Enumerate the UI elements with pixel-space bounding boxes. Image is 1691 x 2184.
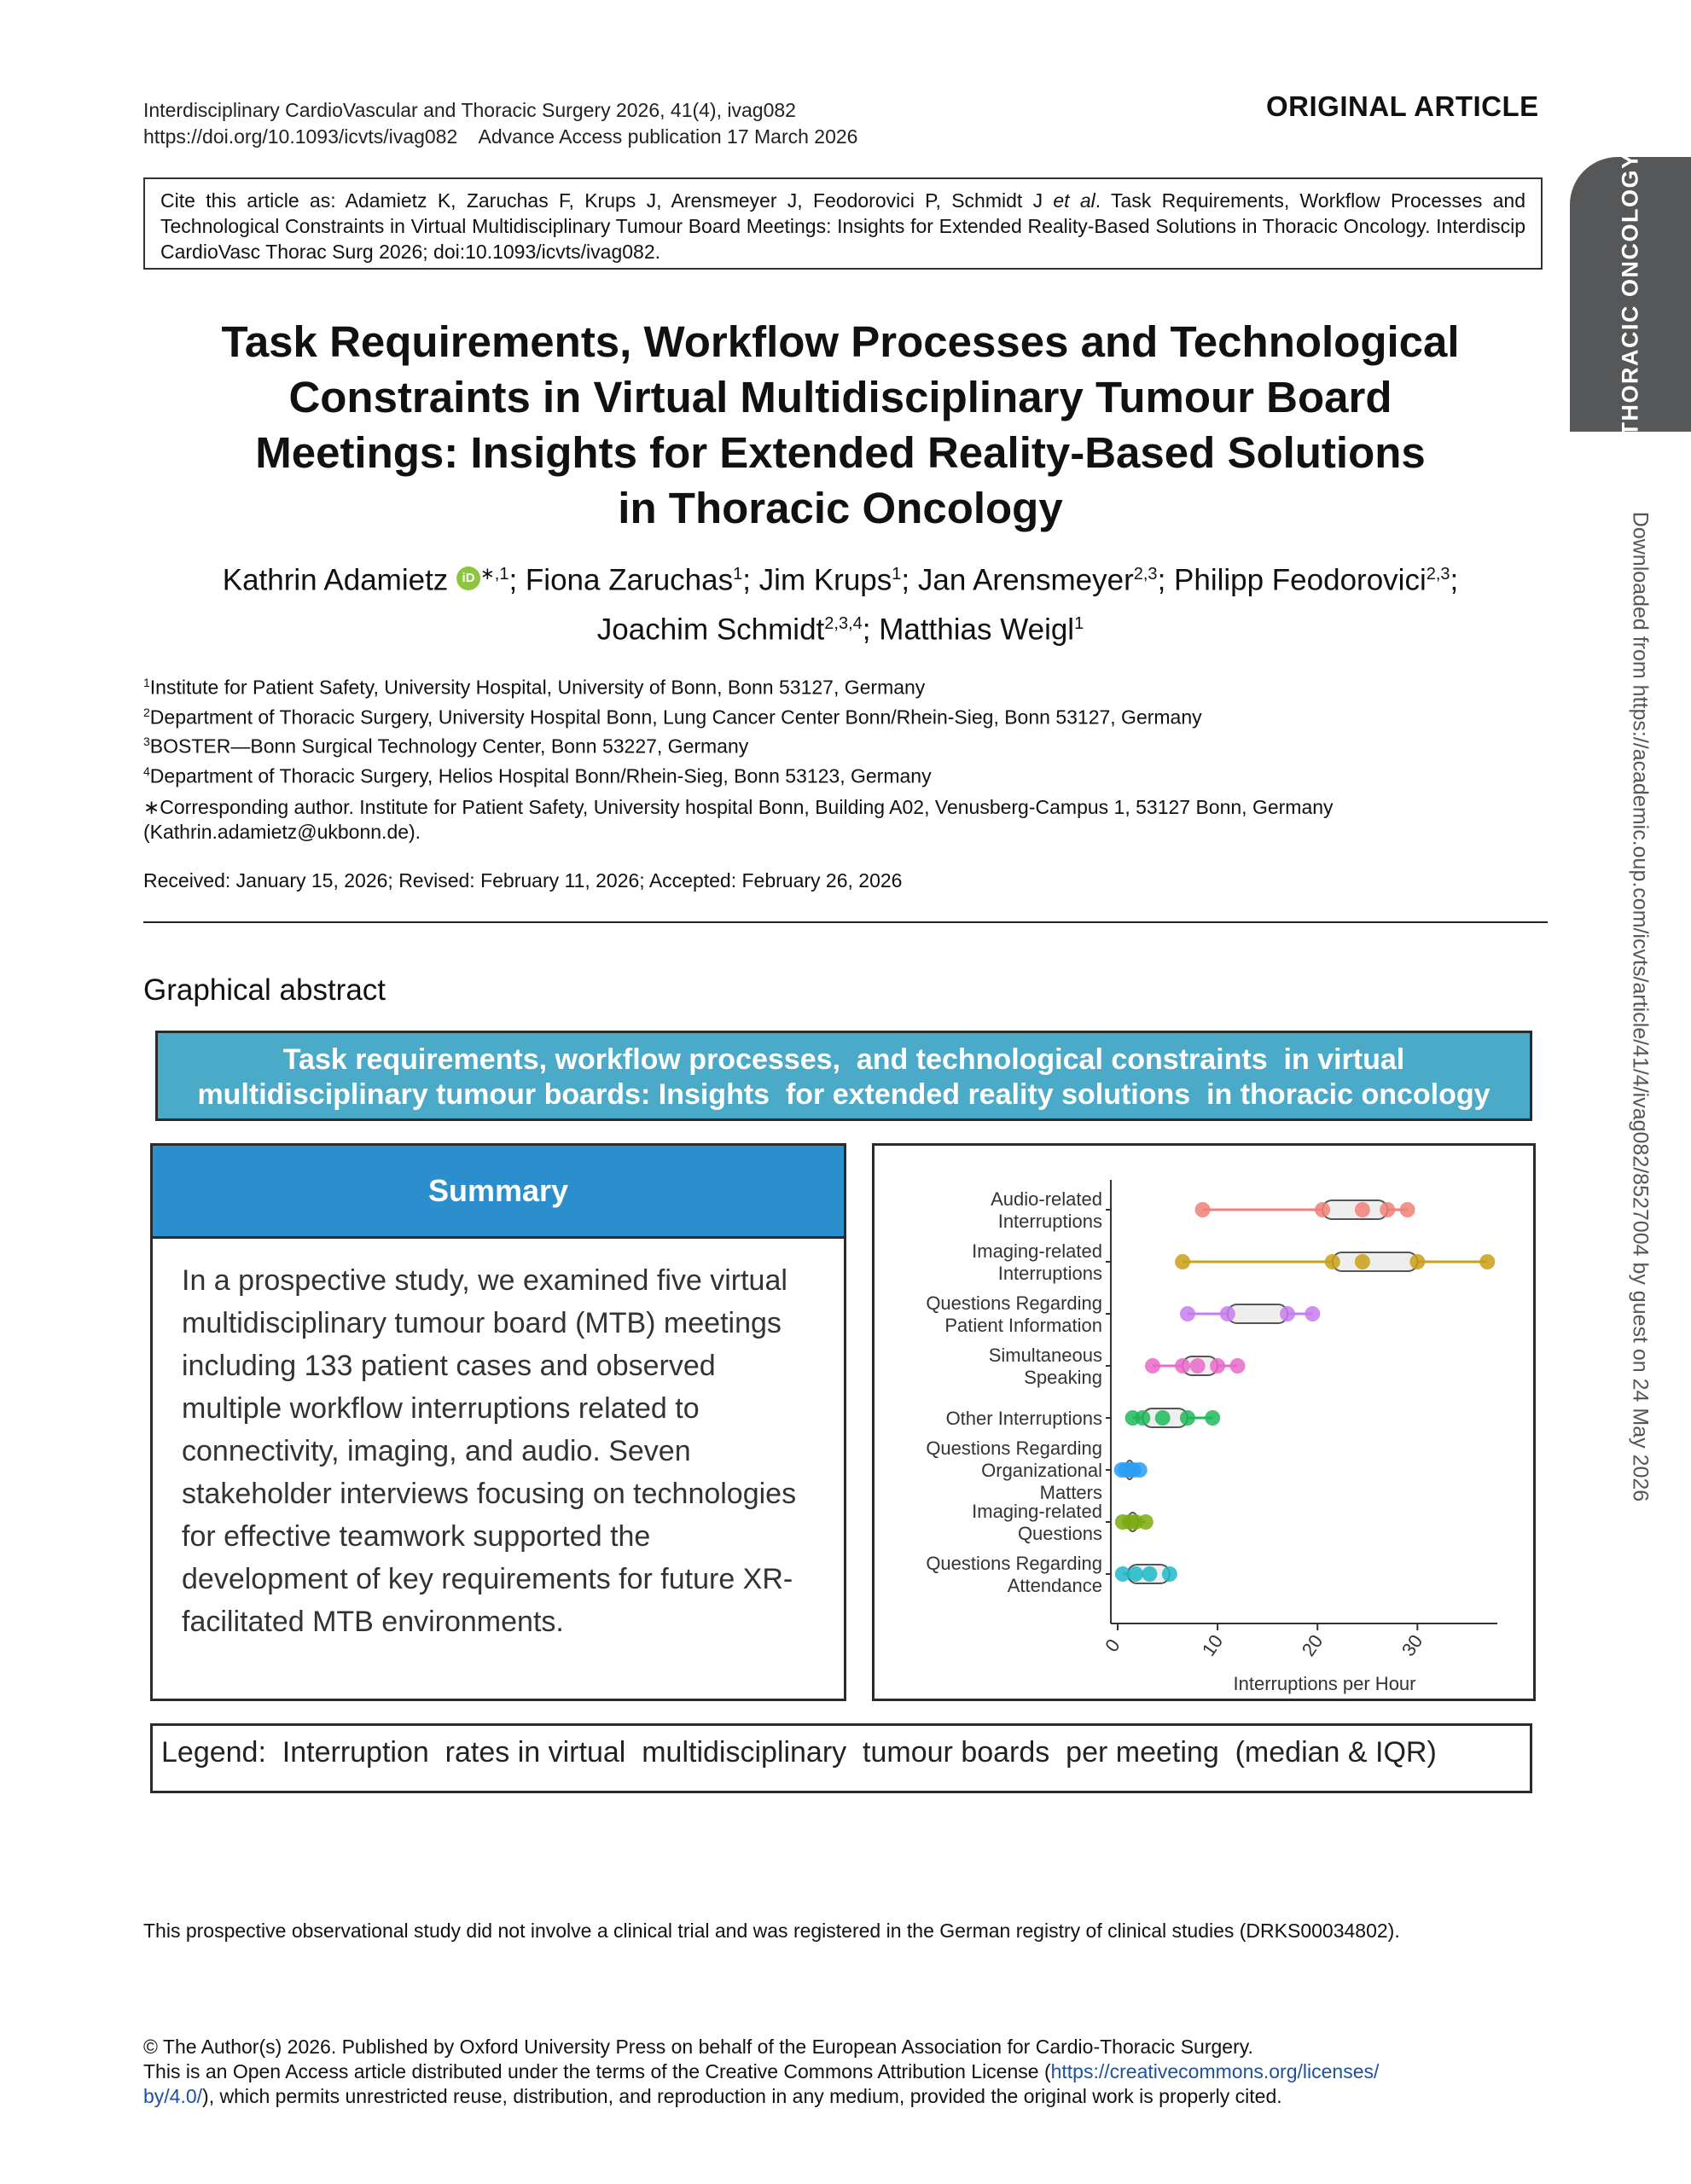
affiliation: $^2$Department of Thoracic Surgery, University Hospital Bonn, Lung Cancer Center Bonn/Rhein-Sieg, Bonn 53127, Germany: [143, 705, 1202, 729]
banner-line: multidisciplinary tumour boards: Insights for extended reality solutions in thoracic oncology: [197, 1078, 1491, 1111]
copyright-line: ), which permits unrestricted reuse, distribution, and reproduction in any medium, provided the original work is properly cited.: [202, 2085, 1282, 2107]
trial-registration-note: This prospective observational study did not involve a clinical trial and was registered in the German registry of clinical studies (DRKS00034802).: [143, 1920, 1400, 1942]
y-category-label: Organizational: [981, 1460, 1102, 1481]
data-point: [1162, 1566, 1177, 1582]
author-name[interactable]: ; Fiona Zaruchas: [508, 563, 734, 597]
journal-citation-line: Interdisciplinary CardioVascular and Thoracic Surgery 2026, 41(4), ivag082: [143, 99, 796, 121]
y-category-label: Audio-related: [991, 1188, 1102, 1210]
data-point: [1175, 1358, 1190, 1374]
data-point: [1230, 1358, 1246, 1374]
license-link[interactable]: https://creativecommons.org/licenses/: [1050, 2060, 1380, 2082]
y-category-label: Questions Regarding: [926, 1292, 1102, 1314]
citation-box: [143, 177, 1543, 270]
data-point: [1195, 1202, 1211, 1217]
section-tab: [1570, 152, 1691, 437]
citation-etal: et al: [1053, 189, 1095, 212]
interruption-chart-panel: [872, 1143, 1536, 1701]
author-affil-sup: 1: [892, 565, 902, 584]
data-point: [1135, 1410, 1150, 1426]
x-axis-label: Interruptions per Hour: [1233, 1673, 1416, 1694]
author-affil-sup: 2,3: [1133, 565, 1158, 584]
data-point: [1155, 1410, 1171, 1426]
download-watermark: Downloaded from https://academic.oup.com/icvts/article/41/4/ivag082/8527004 by guest on 24 May 2026: [1628, 511, 1653, 1502]
data-point: [1180, 1410, 1195, 1426]
y-category-label: Questions Regarding: [926, 1553, 1102, 1574]
data-point: [1325, 1254, 1340, 1269]
corresponding-line: ∗Corresponding author. Institute for Patient Safety, University hospital Bonn, Building A02, Venusberg-Campus 1, 53127 Bonn, Germany: [143, 796, 1334, 818]
x-tick-label: 30: [1397, 1630, 1427, 1660]
x-tick-label: 0: [1101, 1635, 1124, 1656]
corresponding-author: [143, 795, 1334, 845]
author-name[interactable]: ; Matthias Weigl: [862, 613, 1075, 647]
figure-legend: [150, 1723, 1532, 1793]
orcid-icon[interactable]: iD: [456, 566, 480, 590]
data-point: [1180, 1306, 1195, 1321]
author-affil-sup: 2,3: [1426, 565, 1450, 584]
data-point: [1145, 1358, 1160, 1374]
summary-text: In a prospective study, we examined five virtual multidisciplinary tumour board (MTB) meetings including 133 patient cases and observed multiple workflow interruptions related to connectivity, imaging, and audio. Seven stakeholder interviews focusing on technologies for effective teamwork supported the development of key requirements for future XR-facilitated MTB environments.: [182, 1264, 797, 1638]
y-category-label: Simultaneous: [988, 1345, 1102, 1366]
graphical-abstract-heading: Graphical abstract: [143, 973, 386, 1007]
data-point: [1132, 1462, 1148, 1478]
data-point: [1128, 1566, 1143, 1582]
author-affil-sup: 1: [733, 565, 743, 584]
data-point: [1138, 1514, 1153, 1530]
banner-line: Task requirements, workflow processes, and technological constraints in virtual: [282, 1043, 1405, 1076]
data-point: [1479, 1254, 1495, 1269]
data-point: [1190, 1358, 1206, 1374]
graphical-abstract-banner: [155, 1031, 1532, 1121]
y-category-label: Questions: [1017, 1523, 1102, 1544]
corresponding-email[interactable]: (Kathrin.adamietz@ukbonn.de).: [143, 821, 421, 843]
y-category-label: Speaking: [1024, 1367, 1102, 1388]
affiliation: $^1$Institute for Patient Safety, University Hospital, University of Bonn, Bonn 53127, Germany: [143, 676, 926, 699]
y-category-label: Questions Regarding: [926, 1438, 1102, 1459]
article-type-label: ORIGINAL ARTICLE: [1266, 90, 1539, 122]
author-affil-sup: ∗,1: [480, 565, 509, 584]
data-point: [1355, 1202, 1370, 1217]
data-point: [1400, 1202, 1415, 1217]
title-line: Task Requirements, Workflow Processes and Technological: [221, 317, 1460, 366]
section-tab-label: THORACIC ONCOLOGY: [1617, 152, 1643, 437]
author-list: [154, 553, 1527, 651]
data-point: [1210, 1358, 1225, 1374]
title-line: Constraints in Virtual Multidisciplinary Tumour Board: [288, 373, 1392, 421]
data-point: [1280, 1306, 1295, 1321]
summary-title: Summary: [153, 1146, 844, 1239]
data-point: [1315, 1202, 1330, 1217]
y-category-label: Matters: [1039, 1482, 1102, 1503]
data-point: [1380, 1202, 1395, 1217]
interruption-chart: [875, 1146, 1533, 1699]
data-point: [1409, 1254, 1425, 1269]
copyright-notice: [143, 2035, 1551, 2109]
citation-text-rest: . Task Requirements, Workflow Processes and Technological Constraints in Virtual Multidisciplinary Tumour Board Meetings: Insights for Extended Reality-Based Solutions in Thoracic Oncology. Interdiscip CardioVasc Thorac Surg 2026; doi:10.1093/icvts/ivag082.: [160, 189, 1525, 263]
affiliation: $^4$Department of Thoracic Surgery, Helios Hospital Bonn/Rhein-Sieg, Bonn 53123, Germany: [143, 764, 932, 787]
data-point: [1355, 1254, 1370, 1269]
data-point: [1305, 1306, 1320, 1321]
data-point: [1175, 1254, 1190, 1269]
y-category-label: Interruptions: [997, 1211, 1102, 1232]
summary-panel: [150, 1143, 846, 1701]
data-point: [1220, 1306, 1235, 1321]
y-category-label: Imaging-related: [972, 1501, 1102, 1522]
y-category-label: Other Interruptions: [945, 1408, 1102, 1429]
copyright-line: This is an Open Access article distributed under the terms of the Creative Commons Attribution License (: [143, 2060, 1051, 2082]
iqr-box: [1333, 1252, 1418, 1271]
author-name[interactable]: ; Philipp Feodorovici: [1157, 563, 1427, 597]
legend-text: Legend: Interruption rates in virtual multidisciplinary tumour boards per meeting (median & IQR): [161, 1736, 1437, 1769]
y-category-label: Patient Information: [944, 1315, 1102, 1336]
title-line: Meetings: Insights for Extended Reality-Based Solutions: [255, 428, 1426, 477]
affiliation: $^3$BOSTER—Bonn Surgical Technology Center, Bonn 53227, Germany: [143, 735, 749, 758]
author-affil-sup: 1: [1074, 613, 1084, 633]
author-affil-sup: 2,3,4: [824, 613, 863, 633]
article-title: [171, 314, 1510, 536]
iqr-box: [1228, 1304, 1287, 1323]
y-category-label: Interruptions: [997, 1263, 1102, 1284]
y-category-label: Imaging-related: [972, 1240, 1102, 1262]
article-dates: Received: January 15, 2026; Revised: February 11, 2026; Accepted: February 26, 2026: [143, 869, 903, 892]
doi-line: https://doi.org/10.1093/icvts/ivag082 Advance Access publication 17 March 2026: [143, 125, 858, 148]
author-name[interactable]: ; Jim Krups: [742, 563, 892, 597]
copyright-line: © The Author(s) 2026. Published by Oxford University Press on behalf of the European Association for Cardio-Thoracic Surgery.: [143, 2036, 1253, 2058]
divider: [143, 921, 1548, 923]
affiliation-list: [143, 671, 1202, 789]
citation-text: Cite this article as: Adamietz K, Zaruchas F, Krups J, Arensmeyer J, Feodorovici P, Schmidt J: [160, 189, 1054, 212]
license-link[interactable]: by/4.0/: [143, 2085, 203, 2107]
title-line: in Thoracic Oncology: [618, 484, 1063, 532]
x-tick-label: 20: [1297, 1630, 1328, 1660]
author-name[interactable]: Joachim Schmidt: [596, 613, 825, 647]
data-point: [1205, 1410, 1220, 1426]
author-name[interactable]: Kathrin Adamietz: [222, 563, 449, 597]
data-point: [1142, 1566, 1157, 1582]
x-tick-label: 10: [1197, 1630, 1228, 1660]
author-name[interactable]: ; Jan Arensmeyer: [901, 563, 1134, 597]
author-separator: ;: [1450, 563, 1459, 597]
y-category-label: Attendance: [1007, 1575, 1102, 1596]
